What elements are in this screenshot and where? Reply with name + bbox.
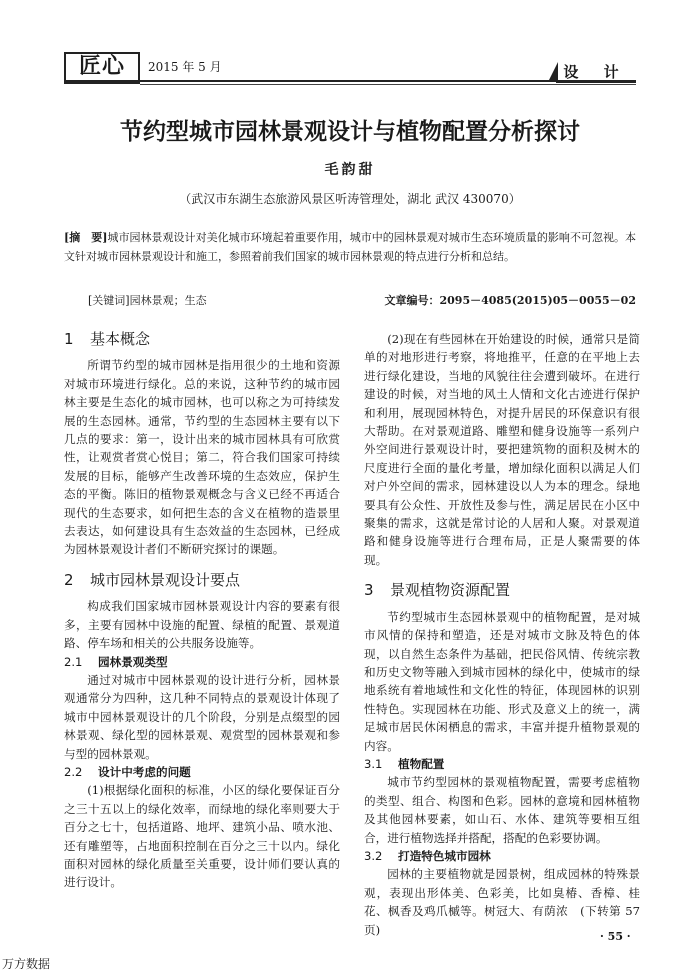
subsection-number: 2.2 — [64, 764, 83, 779]
section-2-heading — [64, 571, 340, 589]
subsection-2-1-heading — [64, 653, 340, 671]
paragraph: 城市节约型园林的景观植物配置，需要考虑植物的类型、组合、构图和色彩。园林的意境和园林植物及其他园林要素，如山石、水体、建筑等要相互组合，进行植物选择并搭配，搭配的色彩要协调。 — [364, 775, 640, 845]
paragraph: 构成我们国家城市园林景观设计内容的要素有很多，主要有园林中设施的配置、绿植的配置、景观道路、停车场和相关的公共服务设施等。 — [64, 599, 340, 651]
article-title: 节约型城市园林景观设计与植物配置分析探讨 — [120, 118, 580, 145]
subsection-title: 园林景观类型 — [98, 654, 168, 669]
keywords-text: 园林景观；生态 — [129, 294, 207, 307]
section-title: 城市园林景观设计要点 — [90, 570, 241, 589]
paragraph: 节约型城市生态园林景观中的植物配置，是对城市风情的保持和塑造，还是对城市文脉及特色的体现，以自然生态条件为基础，把民俗风情、传统宗教和历史文物等融入到城市园林的绿化中，使城市的绿地系统有着地域性和文化性的特征，体现园林的识别性特色。实现园林在功能、形式及意义上的统一，满足城市居民休闲栖息的需求，丰富并提升植物景观的内容。 — [364, 609, 640, 753]
keywords-label: [关键词] — [88, 294, 130, 307]
subsection-title: 打造特色城市园林 — [398, 848, 491, 863]
subsection-title: 设计中考虑的问题 — [98, 764, 191, 779]
subsection-title: 植物配置 — [398, 756, 445, 771]
paragraph: 所谓节约型的城市园林是指用很少的土地和资源对城市环境进行绿化。总的来说，这种节约的城市园林主要是生态化的城市园林，也可以称之为可持续发展的生态园林。通常，节约型的生态园林主要有以下几点的要求：第一，设计出来的城市园林具有可欣赏性，让观赏者赏心悦目；第二，符合我们国家可持续发展的目标，能够产生改善环境的生态效应，保护生态的平衡。陈旧的植物景观概念与含义已经不再适合现代的生态要求，如何把生态的含义在植物的造景里去表达，如何建设具有生态效益的生态园林，已经成为园林景观设计者们不断研究探讨的课题。 — [64, 358, 340, 557]
subsection-number: 3.1 — [364, 756, 383, 771]
left-column — [64, 330, 340, 892]
subsection-number: 3.2 — [364, 848, 383, 863]
paragraph: (2)现在有些园林在开始建设的时候，通常只是简单的对地形进行考察，将地推平，任意的在平地上去进行绿化建设，当地的风貌往往会遭到破坏。在进行建设的时候，对当地的风土人情和文化古迹进行保护和利用，展现园林特色，对提升居民的环保意识有很大帮助。在对景观道路、雕塑和健身设施等一系列户外空间进行景观设计时，要把建筑物的面积及树木的尺度进行全面的量化考量，增加绿化面积以满足人们对户外空间的需求，园林建设以人为本的理念。绿地要具有公众性、开放性及参与性，满足居民在小区中聚集的需求，这就是常讨论的人居和人聚。对景观道路和健身设施等进行合理布局，正是人聚需要的体现。 — [364, 332, 640, 567]
abstract-label: [摘 要] — [64, 231, 108, 244]
section-number: 1 — [64, 330, 74, 348]
paragraph: 通过对城市中园林景观的设计进行分析，园林景观通常分为四种，这几种不同特点的景观设计体现了城市中园林景观设计的几个阶段，分别是点缀型的园林景观、绿化型的园林景观、观赏型的园林景观和参与型的园林景观。 — [64, 672, 340, 761]
header-rule-thin — [140, 84, 636, 85]
keywords — [88, 292, 207, 308]
subsection-3-1-heading — [364, 755, 640, 773]
section-tag: 设 计 — [556, 61, 636, 83]
subsection-2-2-heading — [64, 763, 340, 781]
right-column — [364, 330, 640, 939]
issue-date: 2015 年 5 月 — [148, 60, 222, 74]
subsection-number: 2.1 — [64, 654, 83, 669]
section-title: 基本概念 — [90, 330, 151, 348]
section-number: 2 — [64, 570, 74, 589]
author-affiliation: （武汉市东湖生态旅游风景区听涛管理处，湖北 武汉 430070） — [179, 192, 521, 206]
abstract — [64, 228, 636, 266]
section-3-heading — [364, 581, 640, 599]
paragraph: 园林的主要植物就是园景树，组成园林的特殊景观，表现出形体美、色彩美，比如臭椿、香樟、桂花、枫香及鸡爪槭等。树冠大、有荫浓 (下转第 57 页) — [364, 867, 640, 937]
abstract-text: 城市园林景观设计对美化城市环境起着重要作用，城市中的园林景观对城市生态环境质量的影响不可忽视。本文针对城市园林景观设计和施工，参照着前我们国家的城市园林景观的特点进行分析和总结。 — [64, 231, 636, 263]
paragraph: (1)根据绿化面积的标准，小区的绿化要保证百分之三十五以上的绿化效率，而绿地的绿化率则要大于百分之七十，包括道路、地坪、建筑小品、喷水池、还有雕塑等，占地面积控制在百分之三十以内。绿化面积对园林的绿化质量至关重要，设计师们要认真的进行设计。 — [64, 783, 340, 890]
subsection-3-2-heading — [364, 847, 640, 865]
section-1-heading — [64, 330, 340, 348]
journal-logo: 匠心 — [64, 52, 140, 84]
section-number: 3 — [364, 581, 374, 600]
section-title: 景观植物资源配置 — [390, 581, 511, 600]
page-number: · 55 · — [600, 930, 631, 943]
author-name: 毛韵甜 — [324, 162, 376, 178]
article-number: 文章编号：2095－4085(2015)05－0055－02 — [384, 294, 636, 307]
footer-watermark: 万方数据 — [2, 957, 51, 971]
